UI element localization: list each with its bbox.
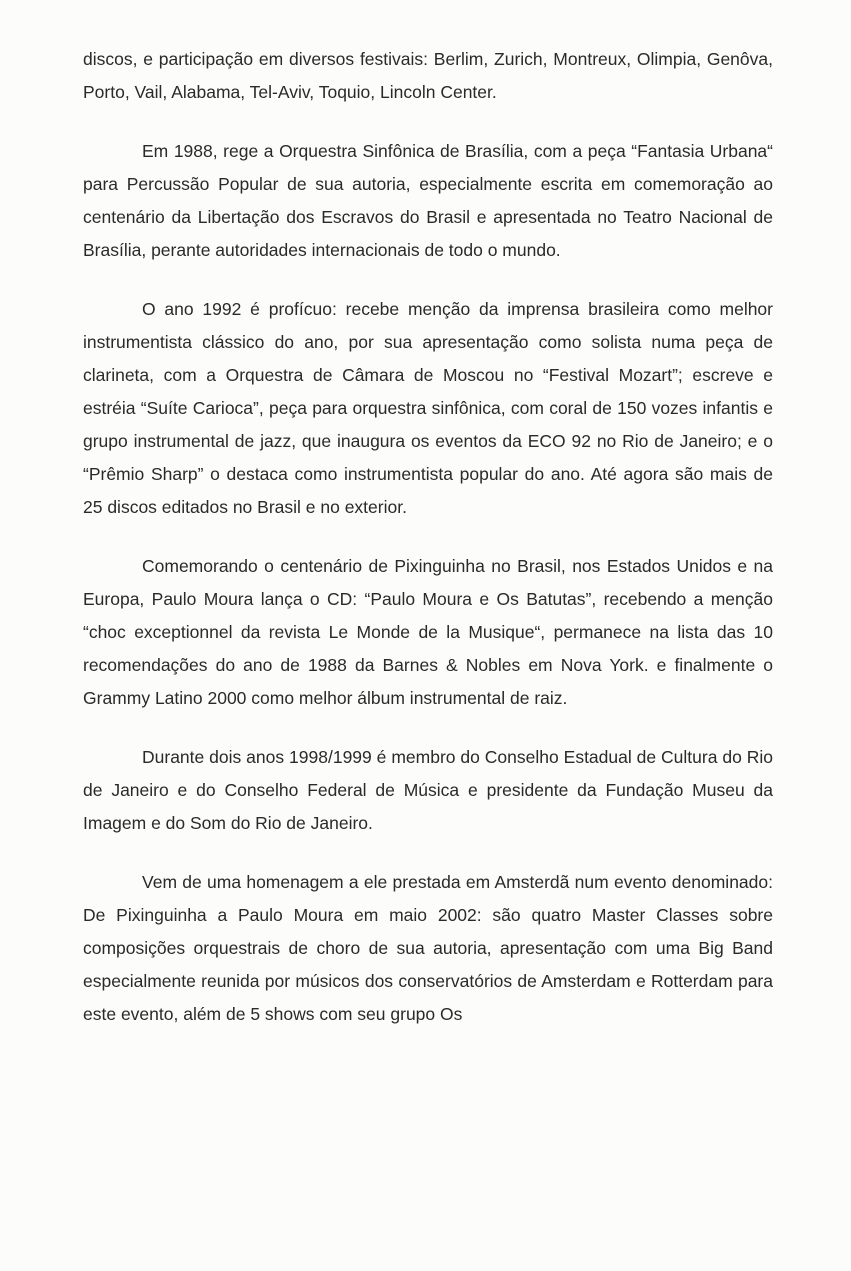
paragraph-amsterdam: Vem de uma homenagem a ele prestada em Amsterdã num evento denominado: De Pixinguinha a Paulo Moura em maio 2002: são quatro Master Classes sobre composições orquestrais de choro de sua autoria, apresentação com uma Big Band especialmente reunida por músicos dos conservatórios de Amsterdam e Rotterdam para este evento, além de 5 shows com seu grupo Os [83, 872, 773, 1024]
paragraph-1988-fantasia-urbana: Em 1988, rege a Orquestra Sinfônica de Brasília, com a peça “Fantasia Urbana“ para Percussão Popular de sua autoria, especialmente escrita em comemoração ao centenário da Libertação dos Escravos do Brasil e apresentada no Teatro Nacional de Brasília, perante autoridades internacionais de todo o mundo. [83, 141, 773, 260]
document-page [83, 43, 773, 1031]
paragraph-1992: O ano 1992 é profícuo: recebe menção da imprensa brasileira como melhor instrumentista clássico do ano, por sua apresentação como solista numa peça de clarineta, com a Orquestra de Câmara de Moscou no “Festival Mozart”; escreve e estréia “Suíte Carioca”, peça para orquestra sinfônica, com coral de 150 vozes infantis e grupo instrumental de jazz, que inaugura os eventos da ECO 92 no Rio de Janeiro; e o “Prêmio Sharp” o destaca como instrumentista popular do ano. Até agora são mais de 25 discos editados no Brasil e no exterior. [83, 299, 773, 517]
paragraph-pixinguinha-centenary: Comemorando o centenário de Pixinguinha no Brasil, nos Estados Unidos e na Europa, Paulo Moura lança o CD: “Paulo Moura e Os Batutas”, recebendo a menção “choc exceptionnel da revista Le Monde de la Musique“, permanece na lista das 10 recomendações do ano de 1988 da Barnes & Nobles em Nova York. e finalmente o Grammy Latino 2000 como melhor álbum instrumental de raiz. [83, 556, 773, 708]
paragraph-conselho: Durante dois anos 1998/1999 é membro do Conselho Estadual de Cultura do Rio de Janeiro e do Conselho Federal de Música e presidente da Fundação Museu da Imagem e do Som do Rio de Janeiro. [83, 747, 773, 833]
paragraph-festivals: discos, e participação em diversos festivais: Berlim, Zurich, Montreux, Olimpia, Genôva, Porto, Vail, Alabama, Tel-Aviv, Toquio, Lincoln Center. [83, 49, 773, 102]
